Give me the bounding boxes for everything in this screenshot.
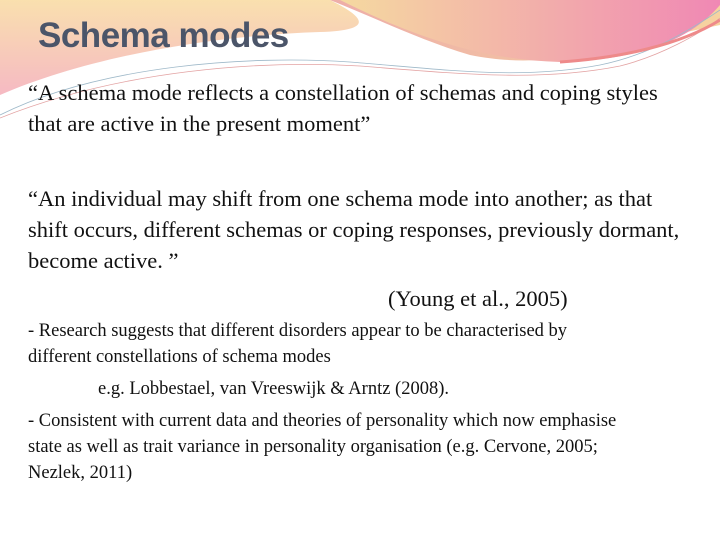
citation: (Young et al., 2005) [388,286,568,311]
slide-title: Schema modes [38,16,289,55]
bullet-disorders: - Research suggests that different disorders appear to be characterised by different constellations of schema modes [28,321,568,367]
quote-mode-shift: “An individual may shift from one schema mode into another; as that shift occurs, different schemas or coping responses, previously dormant, become active. ” [28,186,680,273]
bullet-personality-theories: - Consistent with current data and theories of personality which now emphasise state as well as trait variance in personality organisation (e.g. Cervone, 2005; Nezlek, 2011) [28,411,617,483]
example-reference: e.g. Lobbestael, van Vreeswijk & Arntz (2008). [98,379,449,399]
quote-schema-mode-definition: “A schema mode reflects a constellation of schemas and coping styles that are active in the present moment” [28,80,658,136]
